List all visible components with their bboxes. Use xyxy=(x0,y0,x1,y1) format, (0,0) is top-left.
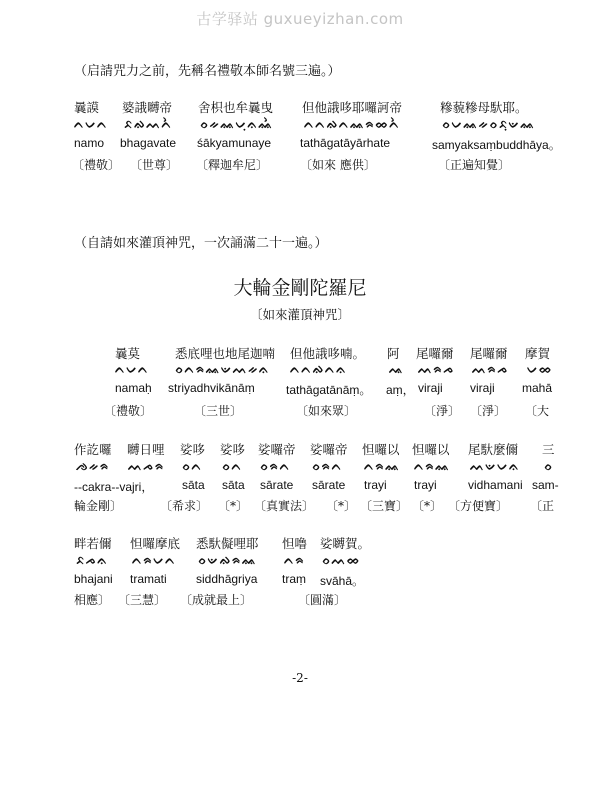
siddham-word: ᨓᨑᨍ xyxy=(418,362,455,376)
roman-word: samyaksaṃbuddhāya。 xyxy=(432,138,561,152)
line3-siddham xyxy=(0,553,600,571)
line2-gloss xyxy=(0,497,600,515)
hanzi-word: 怛囉以 xyxy=(362,442,400,457)
gloss-word: 〔正 xyxy=(530,499,555,513)
gloss-word: 〔希求〕 xyxy=(160,499,209,513)
line2-roman xyxy=(0,478,600,496)
section1-note: （启請咒力之前，先稱名禮敬本師名號三遍。） xyxy=(74,64,341,79)
roman-word: aṃ， xyxy=(386,383,415,397)
roman-word: viraji xyxy=(418,381,443,395)
hanzi-word: 娑囉帝 xyxy=(310,442,348,457)
roman-word: traṃ xyxy=(282,572,306,586)
siddham-word: ᨔᨉᨁᨑᨐ xyxy=(198,553,258,567)
line2-hanzi xyxy=(0,440,600,458)
gloss-word: 〔三慧〕 xyxy=(118,593,167,607)
hanzi-word: 娑哆 xyxy=(220,442,246,457)
section1-roman-line xyxy=(0,136,600,154)
siddham-word: ᨅᨍᨊ xyxy=(76,553,109,567)
hanzi-word: 舍枳也牟曩曳 xyxy=(198,100,274,115)
dharani-title: 大輪金剛陀羅尼 xyxy=(233,277,367,299)
roman-word: trayi xyxy=(364,478,387,492)
line1-gloss xyxy=(0,402,600,420)
hanzi-word: 悉馱儗哩耶 xyxy=(196,536,259,551)
section1-gloss-line xyxy=(0,156,600,174)
roman-word: sārate xyxy=(260,478,294,492)
gloss-word: 〔淨〕 xyxy=(424,404,461,418)
hanzi-word: 但他誐哆喃。 xyxy=(290,346,366,361)
hanzi-word: 阿 xyxy=(387,346,400,361)
line1-roman xyxy=(0,381,600,399)
siddham-word: ᨈᨑ xyxy=(284,553,306,567)
hanzi-word: 作訖囉 xyxy=(74,442,112,457)
gloss-word: 〔禮敬〕 xyxy=(104,404,153,418)
gloss-word: 〔方便寶〕 xyxy=(448,499,509,513)
siddham-word: ᨈᨈᨁᨈᨐᨑᨖᨈᨛ xyxy=(304,117,401,131)
gloss-word: 〔禮敬〕 xyxy=(72,158,121,172)
line1-siddham xyxy=(0,362,600,380)
siddham-word: ᨔᨆᨐᨀᨔᨅᨘᨉᨐ xyxy=(442,117,536,131)
gloss-word: 〔圓滿〕 xyxy=(298,593,347,607)
roman-word: sāta xyxy=(182,478,205,492)
siddham-word: ᨓᨍᨑ xyxy=(128,459,165,473)
roman-word: namo xyxy=(74,136,105,150)
site-watermark: 古学驿站 guxueyizhan.com xyxy=(196,10,404,28)
gloss-word: 〔如來 應供〕 xyxy=(300,158,376,172)
siddham-word: ᨔ xyxy=(544,459,554,473)
siddham-word: ᨈᨑᨐ xyxy=(414,459,451,473)
hanzi-word: 嚩日哩 xyxy=(127,442,165,457)
siddham-word: ᨈᨈᨁᨈᨊ xyxy=(290,362,348,376)
dharani-subtitle: 〔如來灌頂神咒〕 xyxy=(249,307,350,322)
gloss-word: 〔*〕 xyxy=(218,499,249,513)
hanzi-word: 摩賀 xyxy=(525,346,551,361)
gloss-word: 〔大 xyxy=(525,404,550,418)
roman-word: śākyamunaye xyxy=(197,136,272,150)
gloss-word: 輪金剛〕 xyxy=(74,499,123,513)
roman-word: trayi xyxy=(414,478,437,492)
gloss-word: 〔成就最上〕 xyxy=(180,593,253,607)
roman-word: bhajani xyxy=(74,572,113,586)
line1-hanzi xyxy=(0,344,600,362)
roman-word: mahā xyxy=(522,381,553,395)
roman-word: namaḥ xyxy=(115,381,152,395)
roman-word: sāta xyxy=(222,478,245,492)
hanzi-word: 怛囉以 xyxy=(412,442,450,457)
roman-word: tramati xyxy=(130,572,167,586)
roman-word: siddhāgriya xyxy=(196,572,258,586)
page-number: -2- xyxy=(292,671,308,685)
roman-word: tathāgatāyārhate xyxy=(300,136,391,150)
gloss-word: 〔正遍知覺〕 xyxy=(438,158,511,172)
roman-word: vidhamani xyxy=(468,478,523,492)
roman-word: --cakra--vajri， xyxy=(74,480,154,494)
hanzi-word: 怛噜 xyxy=(282,536,308,551)
line3-gloss xyxy=(0,591,600,609)
hanzi-word: 娑嚩賀。 xyxy=(320,536,371,551)
hanzi-word: 娑囉帝 xyxy=(258,442,296,457)
gloss-word: 相應〕 xyxy=(74,593,111,607)
siddham-word: ᨔᨑᨈ xyxy=(260,459,291,473)
siddham-word: ᨈᨆᨈ xyxy=(74,117,109,131)
hanzi-word: 尾馱麼儞 xyxy=(468,442,519,457)
roman-word: sārate xyxy=(312,478,346,492)
section2-note: （自請如來灌頂神咒，一次誦滿二十一遍。） xyxy=(74,236,328,251)
hanzi-word: 婆誐嚩帝 xyxy=(122,100,173,115)
siddham-word: ᨔᨀᨐᨆᨘᨊᨐᨛ xyxy=(200,117,274,131)
hanzi-word: 悉底哩也地尾迦喃 xyxy=(175,346,276,361)
siddham-word: ᨔᨈᨑᨐᨉᨓᨀᨊ xyxy=(175,362,270,376)
siddham-word: ᨔᨓᨖ xyxy=(322,553,361,567)
siddham-word: ᨕ xyxy=(389,362,405,376)
siddham-word: ᨌᨀᨑ xyxy=(76,459,110,473)
gloss-word: 〔三寶〕 xyxy=(360,499,409,513)
roman-word: tathāgatānāṃ。 xyxy=(286,383,372,397)
roman-word: sam- xyxy=(532,478,559,492)
line3-hanzi xyxy=(0,534,600,552)
hanzi-word: 曩謨 xyxy=(74,100,100,115)
gloss-word: 〔淨〕 xyxy=(470,404,507,418)
roman-word: bhagavate xyxy=(120,136,177,150)
line3-roman xyxy=(0,572,600,590)
roman-word: svāhā。 xyxy=(320,574,365,588)
hanzi-word: 怛囉摩底 xyxy=(130,536,181,551)
siddham-word: ᨔᨈ xyxy=(222,459,243,473)
siddham-word: ᨈᨑᨆᨈ xyxy=(132,553,177,567)
hanzi-word: 三 xyxy=(542,442,555,457)
hanzi-word: 糝藐糝母馱耶。 xyxy=(440,100,528,115)
hanzi-word: 尾囉爾 xyxy=(470,346,508,361)
siddham-word: ᨔᨑᨈ xyxy=(312,459,343,473)
hanzi-word: 尾囉爾 xyxy=(416,346,454,361)
hanzi-word: 畔若儞 xyxy=(74,536,112,551)
hanzi-word: 曩莫 xyxy=(115,346,141,361)
gloss-word: 〔*〕 xyxy=(326,499,357,513)
siddham-word: ᨔᨈ xyxy=(182,459,203,473)
gloss-word: 〔三世〕 xyxy=(194,404,243,418)
hanzi-word: 但他誐哆耶囉訶帝 xyxy=(302,100,403,115)
section1-siddham-line xyxy=(0,117,600,135)
siddham-word: ᨈᨑᨐ xyxy=(364,459,401,473)
siddham-word: ᨓᨉᨆᨊ xyxy=(470,459,521,473)
siddham-word: ᨈᨆᨈ xyxy=(115,362,150,376)
gloss-word: 〔*〕 xyxy=(412,499,443,513)
gloss-word: 〔世尊〕 xyxy=(130,158,179,172)
section1-hanzi-line xyxy=(0,98,600,116)
roman-word: striyadhvikānāṃ xyxy=(168,381,255,395)
gloss-word: 〔如來眾〕 xyxy=(296,404,357,418)
siddham-word: ᨅᨁᨓᨈᨛ xyxy=(124,117,173,131)
line2-siddham xyxy=(0,459,600,477)
roman-word: viraji xyxy=(470,381,495,395)
gloss-word: 〔真實法〕 xyxy=(254,499,315,513)
gloss-word: 〔釋迦牟尼〕 xyxy=(196,158,269,172)
siddham-word: ᨓᨑᨍ xyxy=(472,362,509,376)
siddham-word: ᨆᨖ xyxy=(527,362,553,376)
hanzi-word: 娑哆 xyxy=(180,442,206,457)
